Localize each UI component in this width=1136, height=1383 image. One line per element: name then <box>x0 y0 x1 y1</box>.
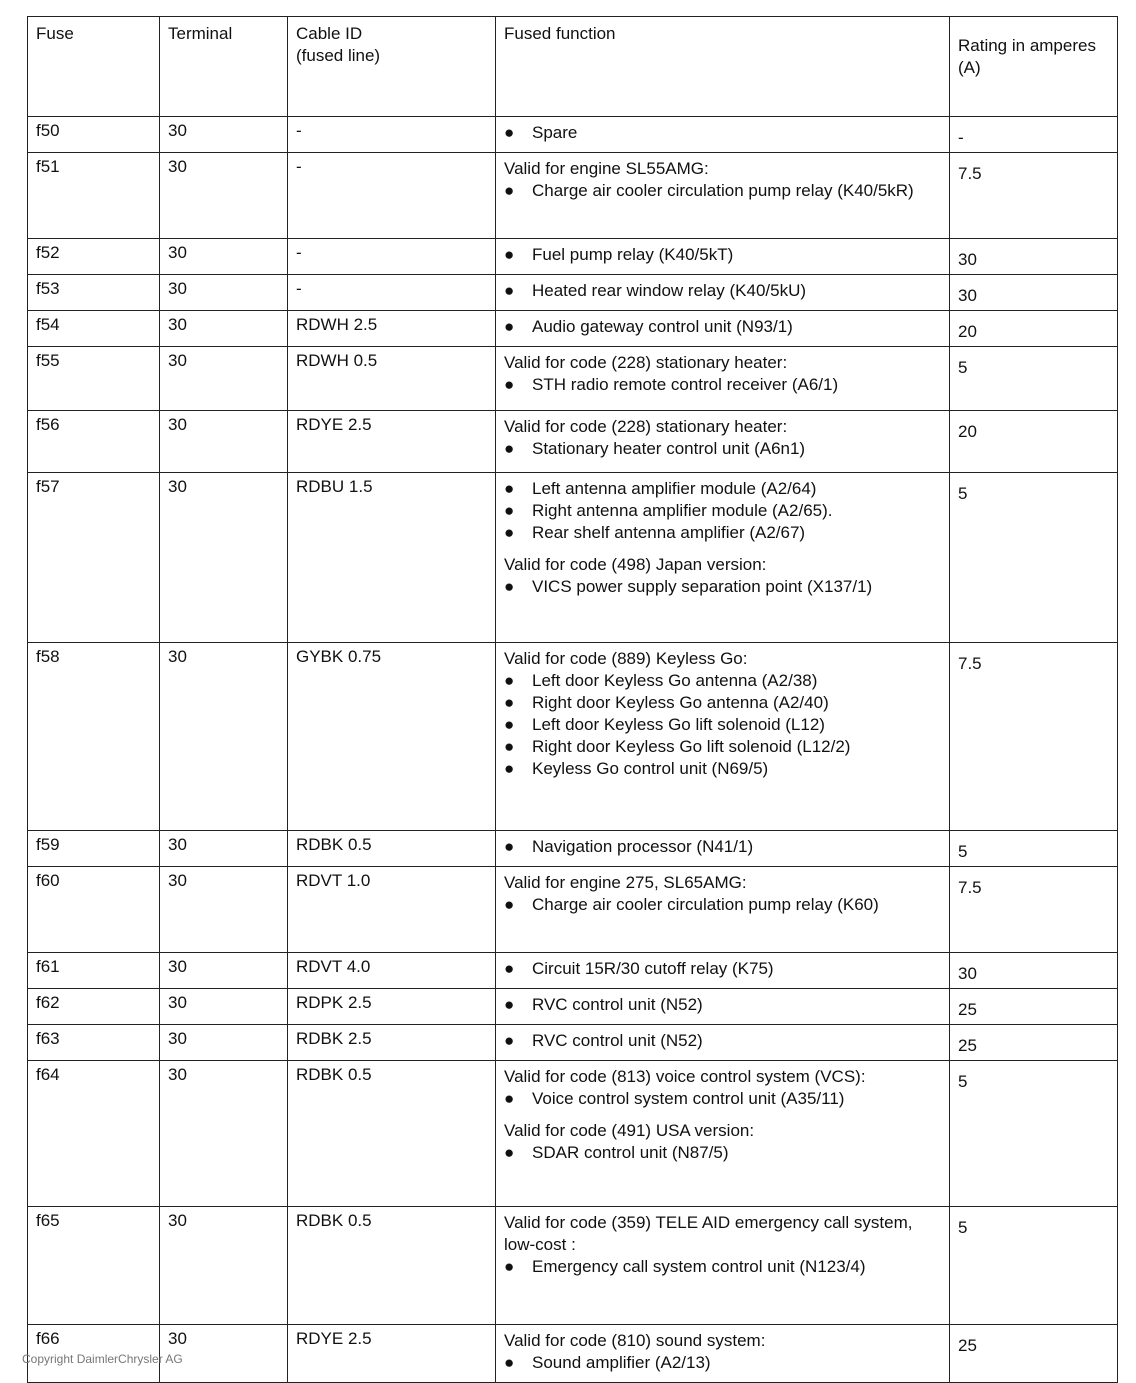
function-list-item <box>504 958 943 980</box>
bullet-icon: ● <box>504 523 515 542</box>
terminal-cell: 30 <box>160 411 288 473</box>
function-block <box>504 648 943 780</box>
function-list-item <box>504 280 943 302</box>
table-row <box>28 989 1118 1025</box>
header-cable-id-subtitle: (fused line) <box>296 46 381 65</box>
terminal-cell: 30 <box>160 643 288 831</box>
function-block <box>504 280 943 302</box>
fuse-cell: f57 <box>28 473 160 643</box>
terminal-cell: 30 <box>160 867 288 953</box>
cable-id-cell: RDWH 0.5 <box>288 347 496 411</box>
bullet-icon: ● <box>504 1353 515 1372</box>
header-terminal: Terminal <box>160 17 288 117</box>
cable-id-cell: RDBK 0.5 <box>288 1061 496 1207</box>
function-list-item <box>504 122 943 144</box>
function-list-item <box>504 522 943 544</box>
cable-id-cell: RDBK 0.5 <box>288 1207 496 1325</box>
bullet-icon: ● <box>504 837 515 856</box>
bullet-icon: ● <box>504 439 515 458</box>
fused-function-cell <box>496 643 950 831</box>
fuse-cell: f51 <box>28 153 160 239</box>
function-item-text: Left antenna amplifier module (A2/64) <box>532 479 817 498</box>
function-list-item <box>504 180 943 202</box>
function-item-text: RVC control unit (N52) <box>532 1031 703 1050</box>
table-row <box>28 347 1118 411</box>
header-row <box>28 17 1118 117</box>
function-list-item <box>504 1030 943 1052</box>
bullet-icon: ● <box>504 737 515 756</box>
bullet-icon: ● <box>504 479 515 498</box>
rating-cell: 30 <box>950 239 1118 275</box>
bullet-icon: ● <box>504 281 515 300</box>
bullet-icon: ● <box>504 245 515 264</box>
bullet-icon: ● <box>504 995 515 1014</box>
fuse-cell: f59 <box>28 831 160 867</box>
function-list-item <box>504 736 943 758</box>
terminal-cell: 30 <box>160 831 288 867</box>
terminal-cell: 30 <box>160 239 288 275</box>
function-list-item <box>504 374 943 396</box>
function-item-text: Heated rear window relay (K40/5kU) <box>532 281 807 300</box>
validity-heading: Valid for code (228) stationary heater: <box>504 353 788 372</box>
validity-heading: Valid for code (491) USA version: <box>504 1121 755 1140</box>
cable-id-cell: RDYE 2.5 <box>288 411 496 473</box>
bullet-icon: ● <box>504 1257 515 1276</box>
fuse-cell: f54 <box>28 311 160 347</box>
fused-function-cell <box>496 411 950 473</box>
validity-heading: Valid for code (359) TELE AID emergency call system, low-cost : <box>504 1213 913 1254</box>
bullet-icon: ● <box>504 1143 515 1162</box>
function-item-text: Stationary heater control unit (A6n1) <box>532 439 806 458</box>
table-row <box>28 411 1118 473</box>
fused-function-cell <box>496 153 950 239</box>
fused-function-cell <box>496 347 950 411</box>
table-row <box>28 643 1118 831</box>
header-fused-function: Fused function <box>496 17 950 117</box>
fused-function-cell <box>496 1207 950 1325</box>
validity-heading: Valid for engine SL55AMG: <box>504 159 709 178</box>
terminal-cell: 30 <box>160 953 288 989</box>
rating-cell: 20 <box>950 411 1118 473</box>
bullet-icon: ● <box>504 1089 515 1108</box>
function-item-text: STH radio remote control receiver (A6/1) <box>532 375 839 394</box>
function-block <box>504 872 943 916</box>
fuse-cell: f50 <box>28 117 160 153</box>
bullet-icon: ● <box>504 715 515 734</box>
validity-heading: Valid for code (498) Japan version: <box>504 555 767 574</box>
table-row <box>28 275 1118 311</box>
function-item-text: SDAR control unit (N87/5) <box>532 1143 729 1162</box>
fuse-cell: f62 <box>28 989 160 1025</box>
function-item-text: RVC control unit (N52) <box>532 995 703 1014</box>
function-item-text: Circuit 15R/30 cutoff relay (K75) <box>532 959 774 978</box>
rating-cell: 20 <box>950 311 1118 347</box>
copyright-footer: Copyright DaimlerChrysler AG <box>22 1352 183 1366</box>
function-list-item <box>504 500 943 522</box>
table-row <box>28 867 1118 953</box>
fuse-cell: f63 <box>28 1025 160 1061</box>
bullet-icon: ● <box>504 577 515 596</box>
function-list-item <box>504 714 943 736</box>
function-item-text: Charge air cooler circulation pump relay (K60) <box>532 895 879 914</box>
function-item-text: Right door Keyless Go lift solenoid (L12/2) <box>532 737 851 756</box>
terminal-cell: 30 <box>160 1325 288 1383</box>
function-block <box>504 1120 943 1164</box>
cable-id-cell: GYBK 0.75 <box>288 643 496 831</box>
fused-function-cell <box>496 867 950 953</box>
fuse-cell: f64 <box>28 1061 160 1207</box>
cable-id-cell: RDPK 2.5 <box>288 989 496 1025</box>
validity-heading: Valid for code (228) stationary heater: <box>504 417 788 436</box>
header-fuse: Fuse <box>28 17 160 117</box>
function-list-item <box>504 1256 943 1278</box>
function-list-item <box>504 438 943 460</box>
fused-function-cell <box>496 1325 950 1383</box>
rating-cell: - <box>950 117 1118 153</box>
fused-function-cell <box>496 311 950 347</box>
function-list-item <box>504 836 943 858</box>
cable-id-cell: - <box>288 117 496 153</box>
function-item-text: Voice control system control unit (A35/11) <box>532 1089 845 1108</box>
rating-cell: 30 <box>950 275 1118 311</box>
function-block <box>504 994 943 1016</box>
function-block <box>504 158 943 202</box>
table-row <box>28 311 1118 347</box>
function-list-item <box>504 758 943 780</box>
fuse-cell: f52 <box>28 239 160 275</box>
function-item-text: Right antenna amplifier module (A2/65). <box>532 501 833 520</box>
bullet-icon: ● <box>504 693 515 712</box>
validity-heading: Valid for code (889) Keyless Go: <box>504 649 748 668</box>
cable-id-cell: - <box>288 275 496 311</box>
terminal-cell: 30 <box>160 1025 288 1061</box>
function-item-text: Fuel pump relay (K40/5kT) <box>532 245 734 264</box>
table-row <box>28 831 1118 867</box>
fuse-cell: f60 <box>28 867 160 953</box>
cable-id-cell: RDYE 2.5 <box>288 1325 496 1383</box>
rating-cell: 7.5 <box>950 153 1118 239</box>
bullet-icon: ● <box>504 501 515 520</box>
function-block <box>504 554 943 598</box>
cable-id-cell: RDBK 0.5 <box>288 831 496 867</box>
terminal-cell: 30 <box>160 153 288 239</box>
bullet-icon: ● <box>504 317 515 336</box>
terminal-cell: 30 <box>160 473 288 643</box>
cable-id-cell: RDWH 2.5 <box>288 311 496 347</box>
table-row <box>28 1025 1118 1061</box>
function-item-text: VICS power supply separation point (X137/1) <box>532 577 873 596</box>
header-cable-id <box>288 17 496 117</box>
function-block <box>504 122 943 144</box>
rating-cell: 30 <box>950 953 1118 989</box>
table-row <box>28 953 1118 989</box>
function-item-text: Right door Keyless Go antenna (A2/40) <box>532 693 829 712</box>
fused-function-cell <box>496 117 950 153</box>
function-list-item <box>504 692 943 714</box>
cable-id-cell: RDVT 4.0 <box>288 953 496 989</box>
function-item-text: Keyless Go control unit (N69/5) <box>532 759 769 778</box>
function-block <box>504 958 943 980</box>
fuse-cell: f61 <box>28 953 160 989</box>
table-row <box>28 1061 1118 1207</box>
bullet-icon: ● <box>504 895 515 914</box>
table-row <box>28 1207 1118 1325</box>
function-block <box>504 352 943 396</box>
function-item-text: Navigation processor (N41/1) <box>532 837 754 856</box>
function-item-text: Emergency call system control unit (N123/4) <box>532 1257 866 1276</box>
rating-cell: 5 <box>950 473 1118 643</box>
fused-function-cell <box>496 953 950 989</box>
function-item-text: Sound amplifier (A2/13) <box>532 1353 711 1372</box>
rating-cell: 25 <box>950 1025 1118 1061</box>
fused-function-cell <box>496 1061 950 1207</box>
rating-cell: 7.5 <box>950 643 1118 831</box>
function-item-text: Left door Keyless Go lift solenoid (L12) <box>532 715 825 734</box>
function-list-item <box>504 1088 943 1110</box>
function-block <box>504 1030 943 1052</box>
cable-id-cell: RDBU 1.5 <box>288 473 496 643</box>
function-item-text: Spare <box>532 123 578 142</box>
function-block <box>504 1330 943 1374</box>
fuse-cell: f53 <box>28 275 160 311</box>
rating-cell: 25 <box>950 989 1118 1025</box>
fused-function-cell <box>496 831 950 867</box>
function-block <box>504 478 943 544</box>
fused-function-cell <box>496 275 950 311</box>
table-row <box>28 153 1118 239</box>
function-block <box>504 416 943 460</box>
fuse-table <box>27 16 1118 1383</box>
terminal-cell: 30 <box>160 311 288 347</box>
function-item-text: Charge air cooler circulation pump relay (K40/5kR) <box>532 181 914 200</box>
function-list-item <box>504 478 943 500</box>
fused-function-cell <box>496 239 950 275</box>
cable-id-cell: - <box>288 153 496 239</box>
function-list-item <box>504 670 943 692</box>
fused-function-cell <box>496 989 950 1025</box>
function-list-item <box>504 576 943 598</box>
terminal-cell: 30 <box>160 347 288 411</box>
fuse-cell: f66 <box>28 1325 160 1383</box>
header-rating: Rating in amperes (A) <box>950 17 1118 117</box>
fused-function-cell <box>496 473 950 643</box>
bullet-icon: ● <box>504 375 515 394</box>
function-list-item <box>504 994 943 1016</box>
bullet-icon: ● <box>504 123 515 142</box>
bullet-icon: ● <box>504 959 515 978</box>
function-block <box>504 836 943 858</box>
function-list-item <box>504 316 943 338</box>
bullet-icon: ● <box>504 1031 515 1050</box>
cable-id-cell: RDBK 2.5 <box>288 1025 496 1061</box>
table-row <box>28 117 1118 153</box>
bullet-icon: ● <box>504 181 515 200</box>
terminal-cell: 30 <box>160 275 288 311</box>
validity-heading: Valid for code (810) sound system: <box>504 1331 766 1350</box>
terminal-cell: 30 <box>160 989 288 1025</box>
table-row <box>28 1325 1118 1383</box>
header-cable-id-title: Cable ID <box>296 24 363 43</box>
function-list-item <box>504 1142 943 1164</box>
fuse-cell: f65 <box>28 1207 160 1325</box>
fuse-cell: f56 <box>28 411 160 473</box>
table-row <box>28 473 1118 643</box>
fuse-cell: f58 <box>28 643 160 831</box>
fused-function-cell <box>496 1025 950 1061</box>
function-list-item <box>504 244 943 266</box>
function-block <box>504 1066 943 1110</box>
terminal-cell: 30 <box>160 117 288 153</box>
validity-heading: Valid for engine 275, SL65AMG: <box>504 873 747 892</box>
cable-id-cell: RDVT 1.0 <box>288 867 496 953</box>
rating-cell: 5 <box>950 1061 1118 1207</box>
function-item-text: Rear shelf antenna amplifier (A2/67) <box>532 523 806 542</box>
function-block <box>504 316 943 338</box>
validity-heading: Valid for code (813) voice control system (VCS): <box>504 1067 866 1086</box>
function-item-text: Audio gateway control unit (N93/1) <box>532 317 793 336</box>
function-list-item <box>504 1352 943 1374</box>
function-block <box>504 244 943 266</box>
fuse-cell: f55 <box>28 347 160 411</box>
function-block <box>504 1212 943 1278</box>
function-item-text: Left door Keyless Go antenna (A2/38) <box>532 671 818 690</box>
function-list-item <box>504 894 943 916</box>
rating-cell: 5 <box>950 831 1118 867</box>
fuse-document <box>27 16 1117 1383</box>
rating-cell: 5 <box>950 1207 1118 1325</box>
rating-cell: 7.5 <box>950 867 1118 953</box>
bullet-icon: ● <box>504 671 515 690</box>
terminal-cell: 30 <box>160 1061 288 1207</box>
rating-cell: 25 <box>950 1325 1118 1383</box>
terminal-cell: 30 <box>160 1207 288 1325</box>
bullet-icon: ● <box>504 759 515 778</box>
rating-cell: 5 <box>950 347 1118 411</box>
table-row <box>28 239 1118 275</box>
cable-id-cell: - <box>288 239 496 275</box>
